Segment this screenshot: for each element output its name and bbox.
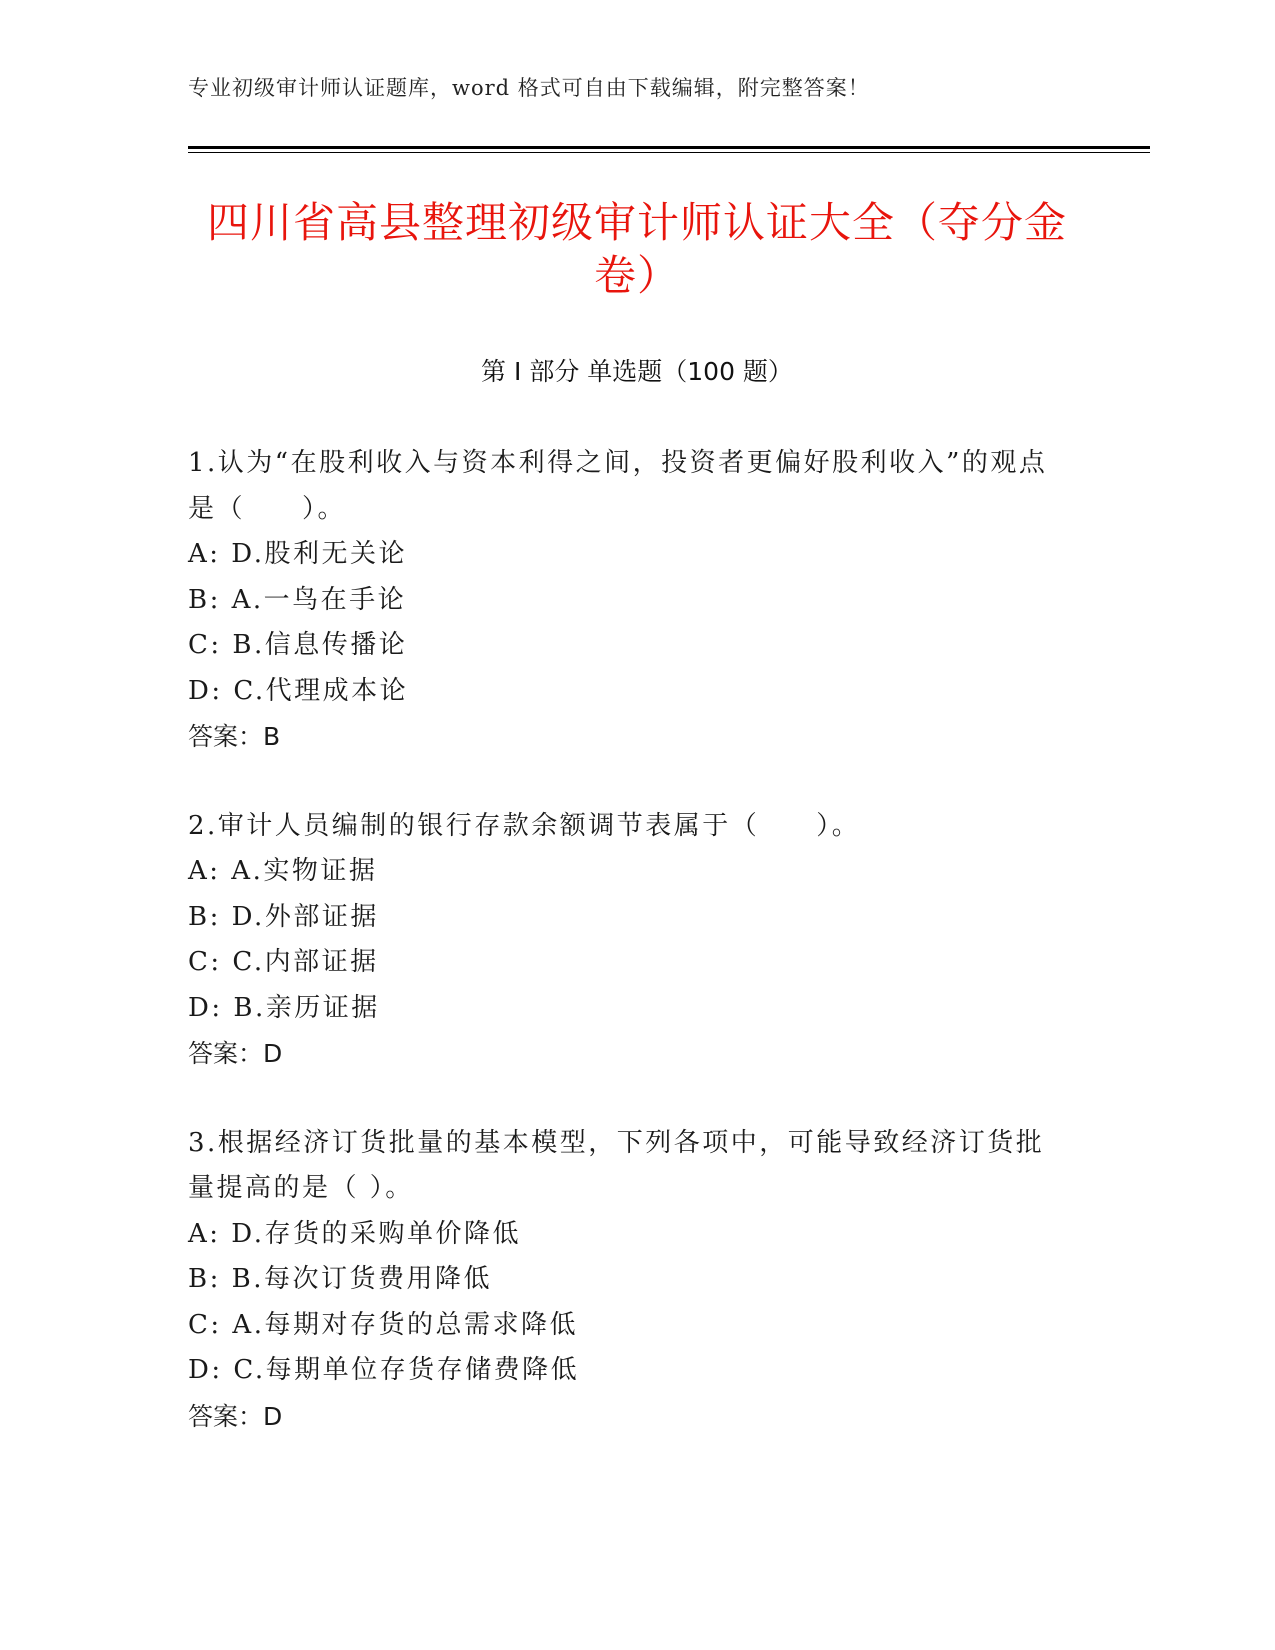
question-1 (188, 441, 1068, 760)
option-list (188, 1212, 1068, 1394)
answer-line: 答案：B (188, 722, 281, 751)
option-b: B: D.外部证据 (188, 901, 379, 932)
option-c: C: A.每期对存货的总需求降低 (188, 1309, 578, 1340)
question-stem: 1.认为“在股利收入与资本利得之间，投资者更偏好股利收入”的观点是（ ）。 (188, 448, 1048, 524)
question-list (188, 441, 1068, 1439)
option-d: D: C.每期单位存货存储费降低 (188, 1355, 580, 1385)
question-stem: 3.根据经济订货批量的基本模型，下列各项中，可能导致经济订货批量提高的是（ ）。 (188, 1127, 1045, 1203)
header-rule-thick (188, 146, 1150, 149)
option-c: C: B.信息传播论 (188, 630, 408, 660)
document-title: 四川省高县整理初级审计师认证大全（夺分金卷） (206, 198, 1067, 300)
option-d: D: C.代理成本论 (188, 675, 409, 706)
option-b: B: B.每次订货费用降低 (188, 1264, 493, 1294)
answer-line: 答案：D (188, 1039, 283, 1068)
page-header: 专业初级审计师认证题库，word 格式可自由下载编辑，附完整答案！ (188, 76, 870, 100)
option-c: C: C.内部证据 (188, 947, 379, 977)
answer-line: 答案：D (188, 1401, 283, 1431)
header-rule-thin (188, 152, 1150, 153)
option-a: A: A.实物证据 (188, 856, 378, 886)
question-3 (188, 1121, 1068, 1440)
option-a: A: D.股利无关论 (188, 539, 407, 569)
option-list (188, 532, 1068, 714)
option-d: D: B.亲历证据 (188, 992, 380, 1023)
question-2 (188, 804, 1068, 1077)
section-heading: 第 I 部分 单选题（100 题） (481, 357, 793, 386)
question-stem: 2.审计人员编制的银行存款余额调节表属于（ ）。 (188, 810, 861, 841)
option-b: B: A.一鸟在手论 (188, 584, 407, 615)
option-list (188, 849, 1068, 1031)
option-a: A: D.存货的采购单价降低 (188, 1218, 521, 1249)
